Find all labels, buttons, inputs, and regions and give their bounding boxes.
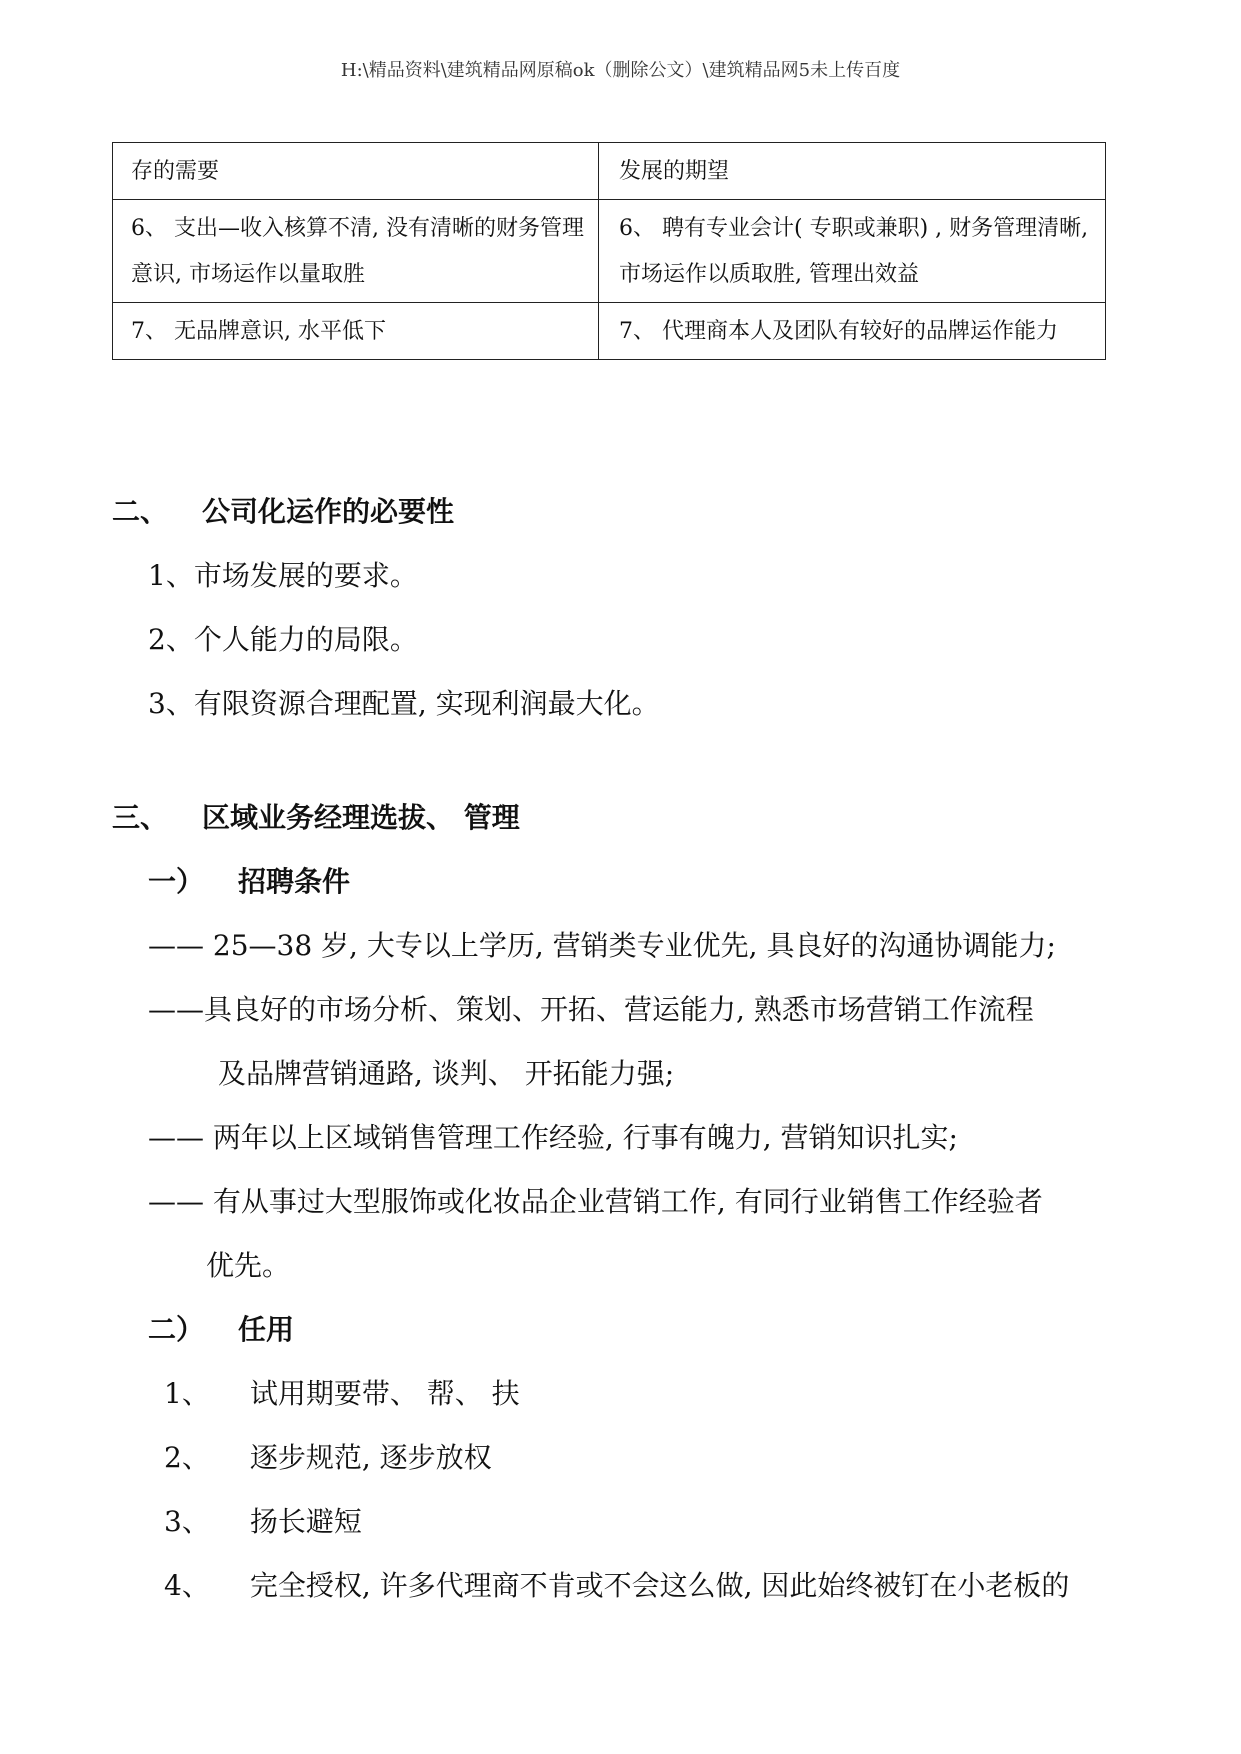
appoint-item	[164, 1566, 1069, 1606]
appoint-item	[164, 1438, 492, 1478]
list-item: 2、个人能力的局限。	[148, 623, 418, 656]
subsection-number: 一）	[148, 865, 205, 898]
condition-item: —— 25—38 岁, 大专以上学历, 营销类专业优先, 具良好的沟通协调能力;	[148, 929, 1056, 962]
item-number: 3、	[164, 1505, 210, 1538]
condition-item-continuation: 优先。	[206, 1249, 291, 1282]
table-cell: 发展的期望	[599, 143, 1106, 200]
table-row	[113, 303, 1106, 360]
subsection-title: 招聘条件	[238, 865, 351, 898]
table-row	[113, 143, 1106, 200]
table-cell: 6、 支出—收入核算不清, 没有清晰的财务管理意识, 市场运作以量取胜	[113, 200, 599, 303]
comparison-table	[112, 142, 1106, 360]
item-text: 完全授权, 许多代理商不肯或不会这么做, 因此始终被钉在小老板的	[249, 1569, 1070, 1602]
section-number: 二、	[112, 495, 169, 528]
table-cell: 7、 无品牌意识, 水平低下	[113, 303, 599, 360]
table-cell: 7、 代理商本人及团队有较好的品牌运作能力	[599, 303, 1106, 360]
subsection-title: 任用	[238, 1313, 295, 1346]
item-text: 逐步规范, 逐步放权	[249, 1441, 492, 1474]
subsection-heading	[148, 862, 350, 902]
subsection-number: 二）	[148, 1313, 205, 1346]
table-row	[113, 200, 1106, 303]
list-item: 1、市场发展的要求。	[148, 559, 418, 592]
appoint-item	[164, 1502, 362, 1542]
section-title: 区域业务经理选拔、 管理	[202, 801, 520, 834]
file-path-header: H:\精品资料\建筑精品网原稿ok（删除公文）\建筑精品网5未上传百度	[340, 60, 901, 81]
item-number: 1、	[164, 1377, 210, 1410]
condition-item: —— 有从事过大型服饰或化妆品企业营销工作, 有同行业销售工作经验者	[148, 1185, 1043, 1218]
item-number: 2、	[164, 1441, 210, 1474]
item-text: 试用期要带、 帮、 扶	[249, 1377, 520, 1410]
table-cell: 6、 聘有专业会计( 专职或兼职) , 财务管理清晰, 市场运作以质取胜, 管理出效益	[599, 200, 1106, 303]
item-number: 4、	[164, 1569, 210, 1602]
list-item: 3、有限资源合理配置, 实现利润最大化。	[148, 687, 660, 720]
section-heading	[112, 492, 454, 532]
condition-item-continuation: 及品牌营销通路, 谈判、 开拓能力强;	[218, 1057, 675, 1090]
section-number: 三、	[112, 801, 169, 834]
item-text: 扬长避短	[249, 1505, 362, 1538]
condition-item: —— 两年以上区域销售管理工作经验, 行事有魄力, 营销知识扎实;	[148, 1121, 958, 1154]
table-cell: 存的需要	[113, 143, 599, 200]
section-heading	[112, 798, 520, 838]
condition-item: ——具良好的市场分析、策划、开拓、营运能力, 熟悉市场营销工作流程	[148, 993, 1034, 1026]
appoint-item	[164, 1374, 520, 1414]
section-title: 公司化运作的必要性	[202, 495, 455, 528]
subsection-heading	[148, 1310, 294, 1350]
